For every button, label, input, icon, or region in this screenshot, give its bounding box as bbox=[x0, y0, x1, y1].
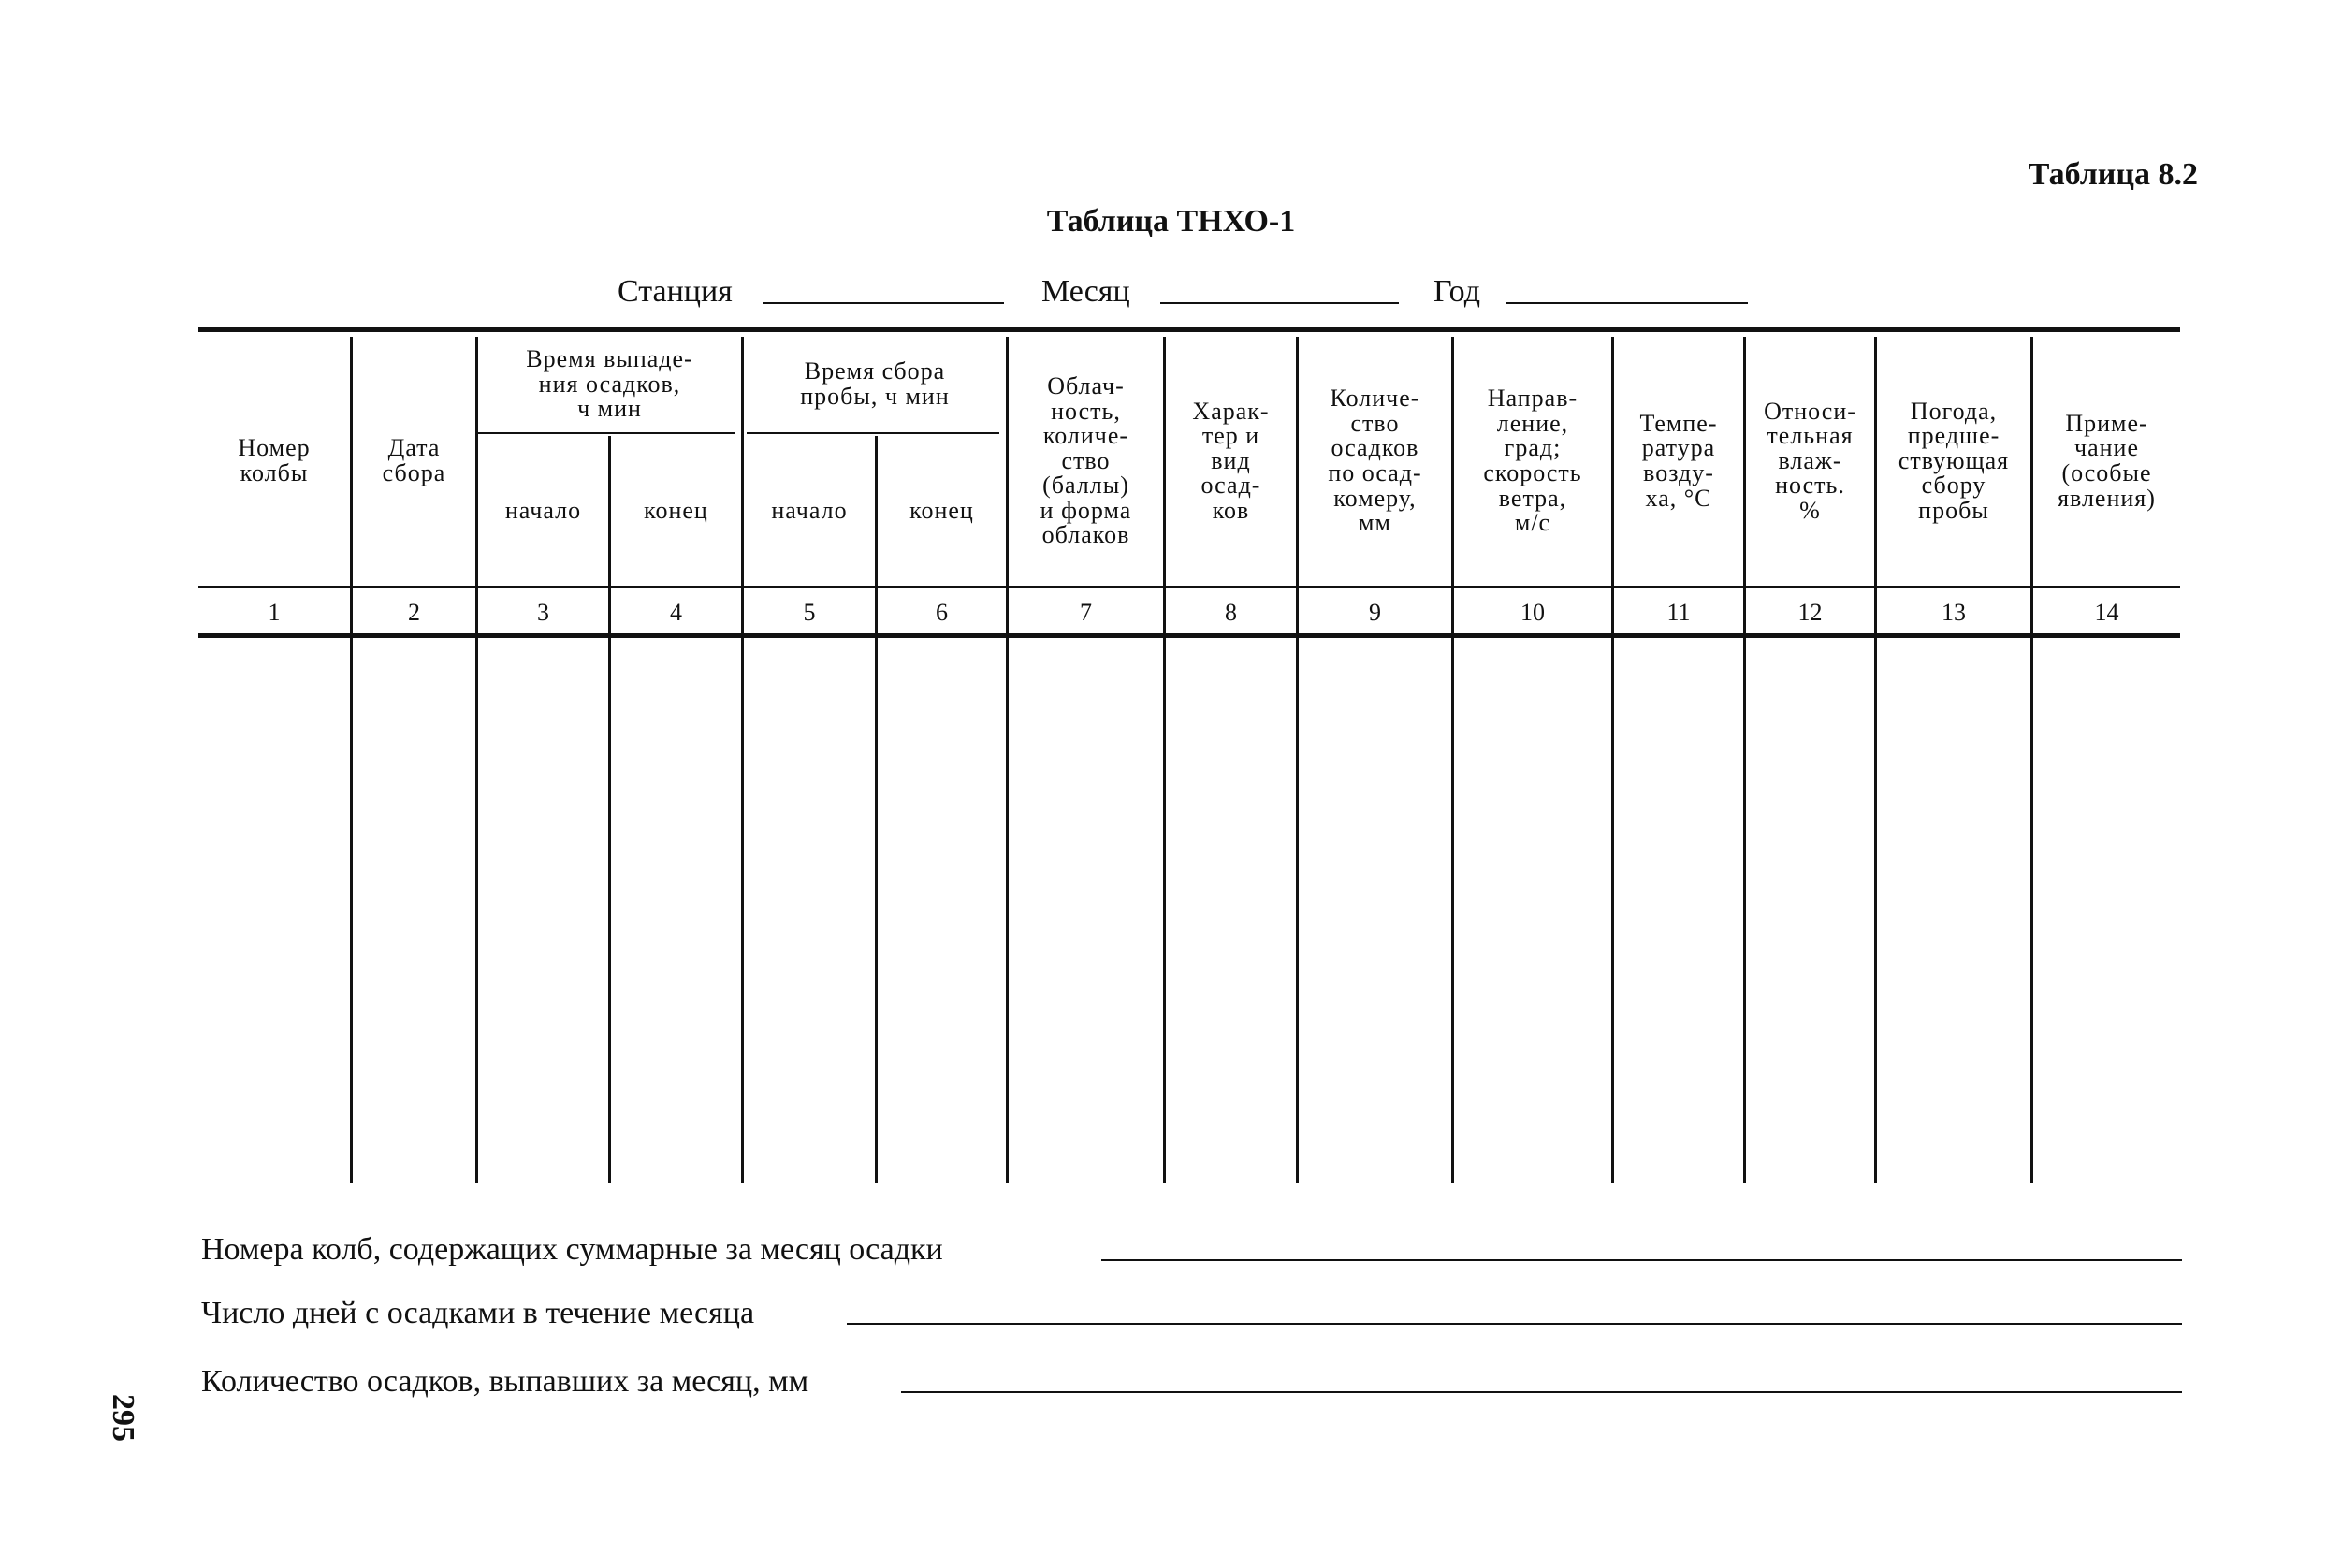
table-number-label: Таблица 8.2 bbox=[2028, 157, 2198, 192]
month-label: Месяц bbox=[1041, 274, 1130, 309]
header-sampling-end: конец bbox=[909, 496, 974, 524]
column-number: 1 bbox=[268, 599, 281, 626]
header-cloudiness: Облач- ность, количе- ство (баллы) и форма облаков bbox=[1040, 372, 1132, 549]
column-number: 12 bbox=[1797, 599, 1823, 626]
header-relative-humidity: Относи- тельная влаж- ность. % bbox=[1764, 397, 1856, 524]
header-collection-date: Дата сбора bbox=[382, 434, 446, 486]
year-field[interactable] bbox=[1506, 274, 1748, 304]
column-number: 6 bbox=[936, 599, 948, 626]
column-number: 3 bbox=[537, 599, 549, 626]
header-wind: Направ- ление, град; скорость ветра, м/с bbox=[1483, 385, 1582, 537]
footer-precip-days-label: Число дней с осадками в течение месяца bbox=[201, 1296, 755, 1330]
column-number: 8 bbox=[1225, 599, 1237, 626]
header-precipitation-amount: Количе- ство осадков по осад- комеру, мм bbox=[1328, 385, 1422, 537]
column-number: 4 bbox=[670, 599, 682, 626]
column-number: 10 bbox=[1520, 599, 1545, 626]
column-number: 11 bbox=[1666, 599, 1691, 626]
header-precipitation-type: Харак- тер и вид осад- ков bbox=[1192, 397, 1270, 524]
header-remarks: Приме- чание (особые явления) bbox=[2058, 409, 2156, 512]
header-precipitation-start: начало bbox=[504, 496, 582, 524]
footer-monthly-amount-field[interactable] bbox=[901, 1391, 2182, 1393]
footer-flask-numbers-label: Номера колб, содержащих суммарные за месяц осадки bbox=[201, 1232, 943, 1267]
page-number: 295 bbox=[106, 1394, 140, 1442]
footer-precip-days-field[interactable] bbox=[847, 1323, 2182, 1325]
column-number: 13 bbox=[1942, 599, 1966, 626]
footer-flask-numbers-field[interactable] bbox=[1101, 1259, 2182, 1261]
header-precipitation-end: конец bbox=[644, 496, 708, 524]
header-bottom-rule bbox=[198, 586, 2180, 588]
station-field[interactable] bbox=[763, 274, 1004, 304]
header-flask-number: Номер колбы bbox=[238, 434, 311, 486]
column-number: 5 bbox=[803, 599, 816, 626]
station-label: Станция bbox=[618, 274, 733, 309]
table-body-entry-area[interactable] bbox=[198, 638, 2180, 1183]
table-top-rule bbox=[198, 327, 2180, 332]
header-precipitation-time-group: Время выпаде- ния осадков, ч мин bbox=[526, 345, 693, 423]
year-label: Год bbox=[1433, 274, 1480, 309]
column-number: 9 bbox=[1369, 599, 1381, 626]
header-sampling-start: начало bbox=[771, 496, 848, 524]
header-prior-weather: Погода, предше- ствующая сбору пробы bbox=[1898, 397, 2010, 524]
column-number: 14 bbox=[2094, 599, 2119, 626]
footer-monthly-amount-label: Количество осадков, выпавших за месяц, мм bbox=[201, 1364, 809, 1399]
form-title: Таблица ТНХО-1 bbox=[1046, 204, 1296, 239]
header-sampling-time-group: Время сбора пробы, ч мин bbox=[800, 357, 950, 410]
group-collect-rule bbox=[747, 432, 999, 434]
group-fall-rule bbox=[477, 432, 735, 434]
header-air-temperature: Темпе- ратура возду- ха, °С bbox=[1639, 409, 1718, 512]
column-number: 2 bbox=[408, 599, 420, 626]
column-number: 7 bbox=[1080, 599, 1092, 626]
month-field[interactable] bbox=[1160, 274, 1399, 304]
